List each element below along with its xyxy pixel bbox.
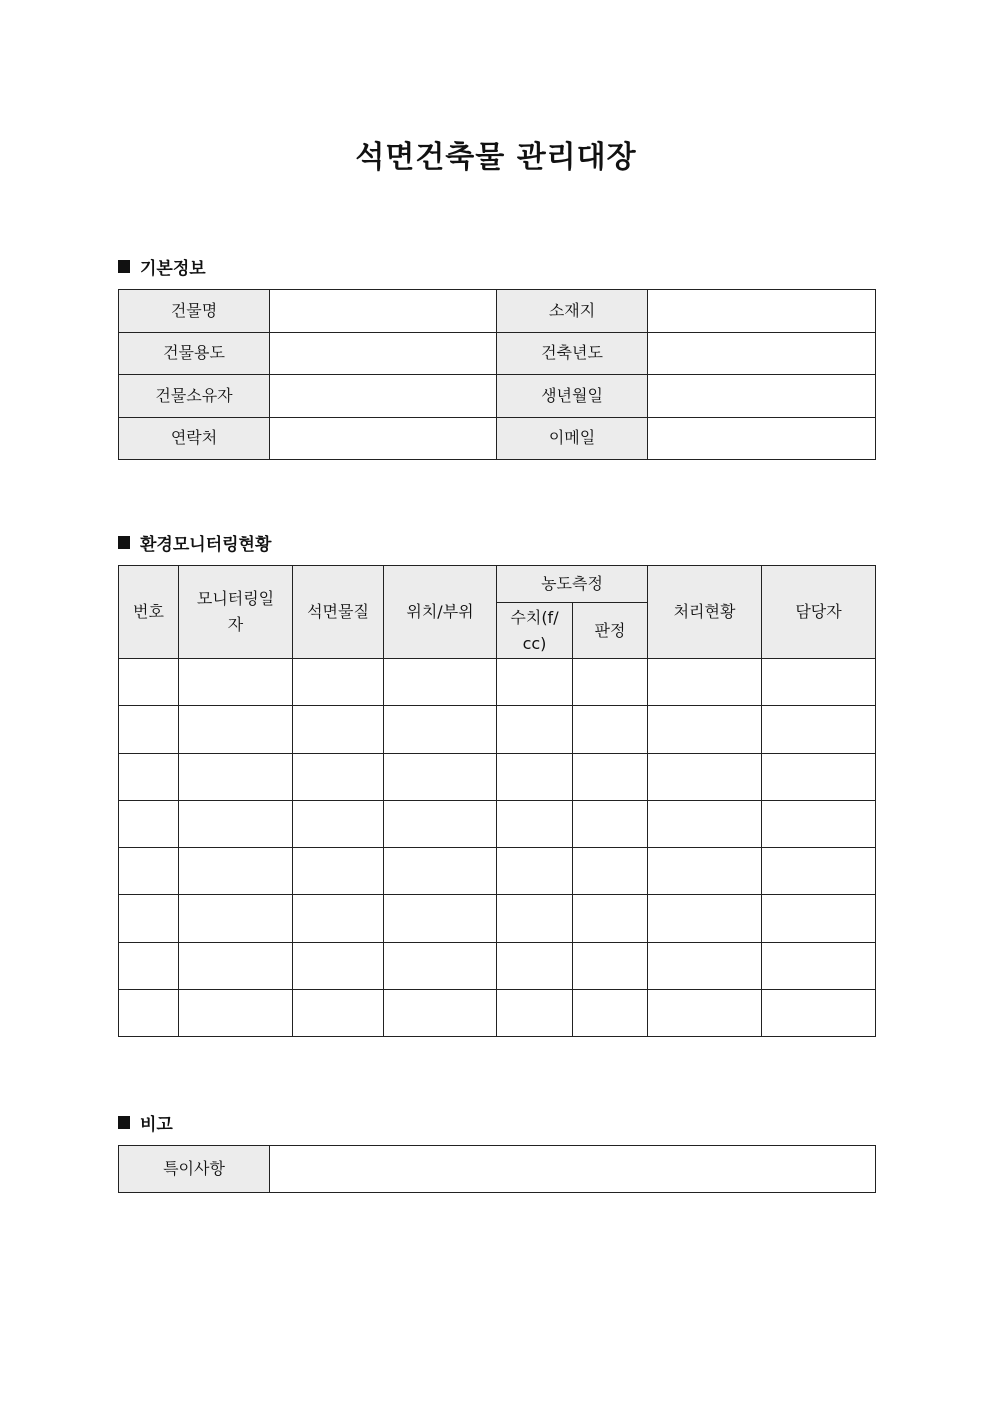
table-row <box>119 800 876 847</box>
cell-status[interactable] <box>648 990 762 1037</box>
col-header-manager: 담당자 <box>762 566 876 659</box>
cell-value[interactable] <box>497 942 573 989</box>
cell-value[interactable] <box>497 753 573 800</box>
cell-judgement[interactable] <box>573 990 648 1037</box>
cell-date[interactable] <box>179 659 293 706</box>
cell-material[interactable] <box>293 659 384 706</box>
table-row <box>119 706 876 753</box>
cell-location[interactable] <box>384 895 497 942</box>
cell-material[interactable] <box>293 942 384 989</box>
cell-value[interactable] <box>497 848 573 895</box>
cell-material[interactable] <box>293 800 384 847</box>
cell-material[interactable] <box>293 753 384 800</box>
cell-manager[interactable] <box>762 659 876 706</box>
cell-judgement[interactable] <box>573 942 648 989</box>
square-bullet-icon <box>118 260 130 273</box>
building-name-field[interactable] <box>270 290 497 333</box>
table-row <box>119 848 876 895</box>
cell-manager[interactable] <box>762 990 876 1037</box>
col-header-status: 처리현황 <box>648 566 762 659</box>
table-row <box>119 990 876 1037</box>
label-birthdate: 생년월일 <box>497 375 648 418</box>
building-use-field[interactable] <box>270 332 497 375</box>
contact-field[interactable] <box>270 417 497 460</box>
cell-material[interactable] <box>293 848 384 895</box>
page-title: 석면건축물 관리대장 <box>355 140 637 175</box>
label-location: 소재지 <box>497 290 648 333</box>
cell-judgement[interactable] <box>573 848 648 895</box>
construction-year-field[interactable] <box>648 332 876 375</box>
section-title: 기본정보 <box>140 259 206 279</box>
cell-no[interactable] <box>119 895 179 942</box>
cell-status[interactable] <box>648 706 762 753</box>
cell-no[interactable] <box>119 942 179 989</box>
cell-status[interactable] <box>648 659 762 706</box>
cell-judgement[interactable] <box>573 895 648 942</box>
cell-status[interactable] <box>648 753 762 800</box>
cell-manager[interactable] <box>762 753 876 800</box>
cell-material[interactable] <box>293 706 384 753</box>
col-header-date: 모니터링일자 <box>179 566 293 659</box>
monitoring-table <box>118 565 876 1037</box>
cell-no[interactable] <box>119 990 179 1037</box>
cell-date[interactable] <box>179 990 293 1037</box>
cell-no[interactable] <box>119 753 179 800</box>
label-construction-year: 건축년도 <box>497 332 648 375</box>
cell-location[interactable] <box>384 848 497 895</box>
col-header-location: 위치/부위 <box>384 566 497 659</box>
basic-info-table <box>118 289 876 460</box>
square-bullet-icon <box>118 1116 130 1129</box>
cell-location[interactable] <box>384 942 497 989</box>
square-bullet-icon <box>118 536 130 549</box>
table-row <box>119 895 876 942</box>
cell-material[interactable] <box>293 895 384 942</box>
table-row <box>119 290 876 333</box>
cell-date[interactable] <box>179 706 293 753</box>
label-contact: 연락처 <box>119 417 270 460</box>
remarks-table <box>118 1145 876 1193</box>
label-special-notes: 특이사항 <box>119 1146 270 1193</box>
cell-date[interactable] <box>179 753 293 800</box>
cell-no[interactable] <box>119 706 179 753</box>
table-row <box>119 942 876 989</box>
cell-value[interactable] <box>497 895 573 942</box>
cell-status[interactable] <box>648 895 762 942</box>
section-heading-basic <box>118 254 206 279</box>
col-header-value: 수치(f/cc) <box>497 603 573 659</box>
cell-location[interactable] <box>384 659 497 706</box>
cell-status[interactable] <box>648 848 762 895</box>
cell-location[interactable] <box>384 706 497 753</box>
cell-value[interactable] <box>497 706 573 753</box>
label-building-owner: 건물소유자 <box>119 375 270 418</box>
table-row <box>119 417 876 460</box>
cell-manager[interactable] <box>762 800 876 847</box>
cell-judgement[interactable] <box>573 753 648 800</box>
section-heading-monitoring <box>118 530 271 555</box>
cell-no[interactable] <box>119 800 179 847</box>
cell-status[interactable] <box>648 800 762 847</box>
table-row <box>119 753 876 800</box>
cell-location[interactable] <box>384 990 497 1037</box>
table-row <box>119 1146 876 1193</box>
cell-no[interactable] <box>119 848 179 895</box>
col-header-material: 석면물질 <box>293 566 384 659</box>
cell-judgement[interactable] <box>573 800 648 847</box>
label-building-name: 건물명 <box>119 290 270 333</box>
header-row <box>119 566 876 603</box>
cell-judgement[interactable] <box>573 706 648 753</box>
cell-no[interactable] <box>119 659 179 706</box>
label-building-use: 건물용도 <box>119 332 270 375</box>
table-row <box>119 375 876 418</box>
building-owner-field[interactable] <box>270 375 497 418</box>
cell-date[interactable] <box>179 942 293 989</box>
cell-manager[interactable] <box>762 942 876 989</box>
birthdate-field[interactable] <box>648 375 876 418</box>
cell-date[interactable] <box>179 848 293 895</box>
col-header-judgement: 판정 <box>573 603 648 659</box>
col-header-concentration: 농도측정 <box>497 566 648 603</box>
col-header-no: 번호 <box>119 566 179 659</box>
cell-location[interactable] <box>384 753 497 800</box>
email-field[interactable] <box>648 417 876 460</box>
cell-manager[interactable] <box>762 706 876 753</box>
cell-value[interactable] <box>497 800 573 847</box>
cell-value[interactable] <box>497 659 573 706</box>
cell-judgement[interactable] <box>573 659 648 706</box>
special-notes-field[interactable] <box>270 1146 876 1193</box>
section-title: 비고 <box>140 1115 173 1135</box>
section-heading-remarks <box>118 1110 173 1135</box>
cell-date[interactable] <box>179 800 293 847</box>
cell-manager[interactable] <box>762 895 876 942</box>
cell-manager[interactable] <box>762 848 876 895</box>
label-email: 이메일 <box>497 417 648 460</box>
cell-location[interactable] <box>384 800 497 847</box>
cell-material[interactable] <box>293 990 384 1037</box>
section-title: 환경모니터링현황 <box>140 535 272 555</box>
location-field[interactable] <box>648 290 876 333</box>
cell-status[interactable] <box>648 942 762 989</box>
table-row <box>119 659 876 706</box>
cell-value[interactable] <box>497 990 573 1037</box>
table-row <box>119 332 876 375</box>
cell-date[interactable] <box>179 895 293 942</box>
